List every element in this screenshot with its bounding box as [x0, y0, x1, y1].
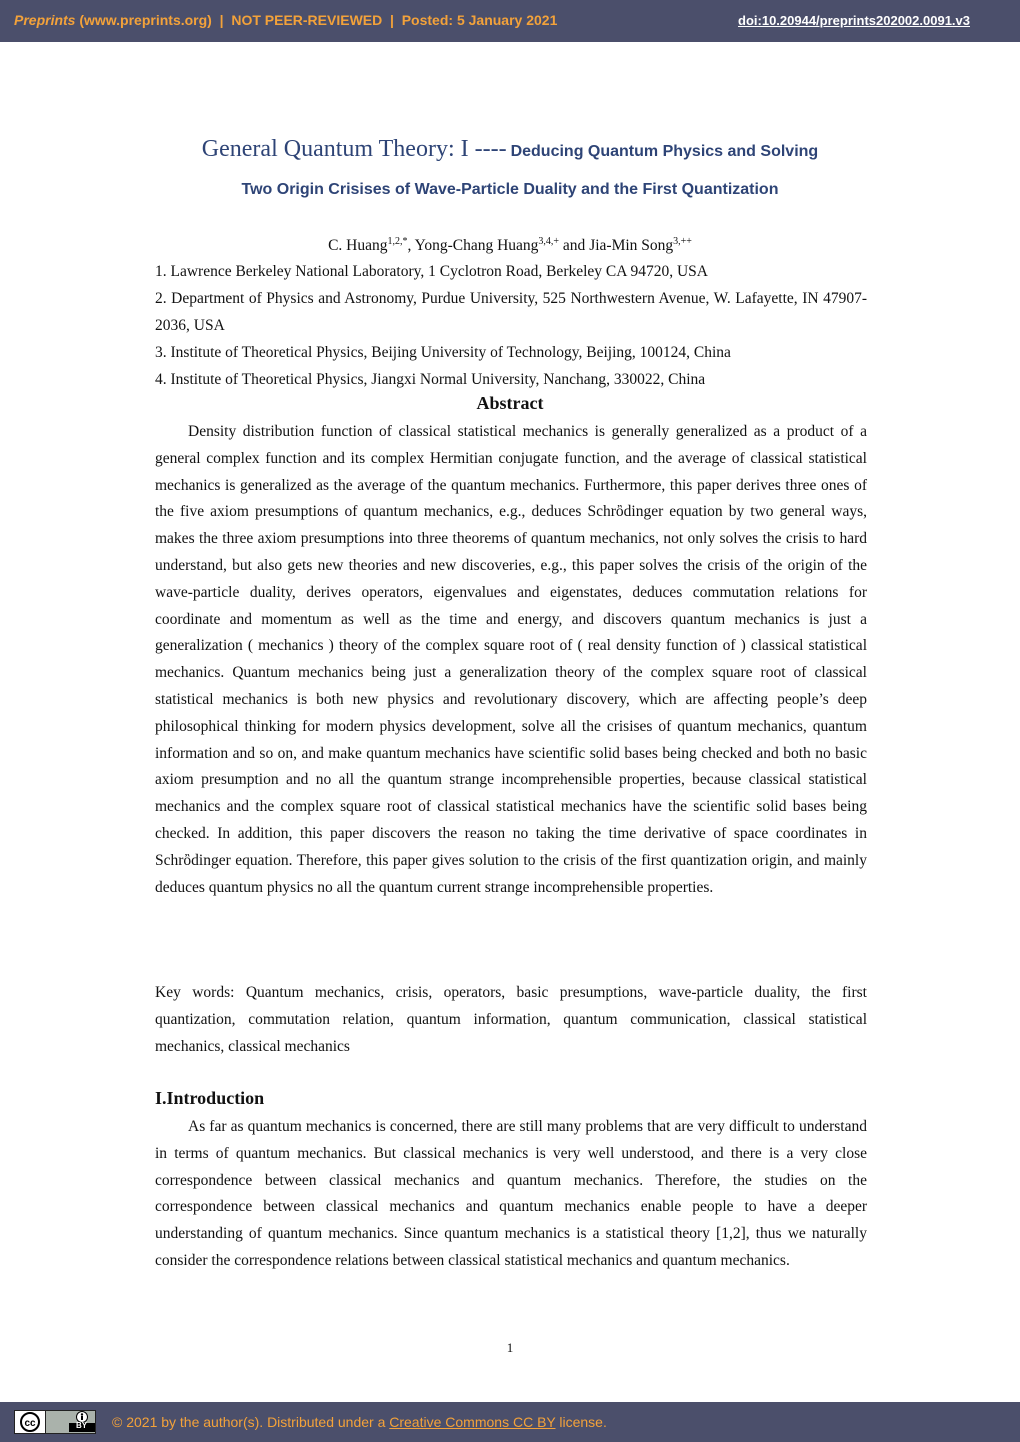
by-label-box	[69, 1423, 95, 1432]
author-affiliation-marker: 1,2,*	[387, 236, 408, 247]
license-text	[112, 1414, 607, 1430]
posted-date: Posted: 5 January 2021	[401, 12, 558, 28]
page-number: 1	[506, 1340, 514, 1355]
paper-title	[0, 136, 1020, 163]
review-status: NOT PEER-REVIEWED	[231, 12, 383, 28]
cc-by-license-link[interactable]: Creative Commons CC BY	[389, 1414, 556, 1430]
author-list	[0, 236, 1020, 255]
svg-text:cc: cc	[24, 1418, 36, 1429]
author-name: Yong-Chang Huang	[414, 237, 539, 255]
abstract-heading: Abstract	[476, 393, 544, 413]
author-name: Jia-Min Song	[589, 237, 674, 255]
author-separator: ,	[407, 237, 415, 255]
introduction-heading: I.Introduction	[155, 1088, 265, 1108]
header-separator: |	[390, 12, 394, 28]
preprints-site-link[interactable]: (www.preprints.org)	[79, 12, 212, 28]
title-line-2: Two Origin Crisises of Wave-Particle Duality and the First Quantization	[241, 181, 779, 198]
by-label: BY	[76, 1421, 88, 1430]
preprint-header-bar	[0, 0, 1020, 42]
keywords: Key words: Quantum mechanics, crisis, operators, basic presumptions, wave-particle duality, the first quantization, commutation relation, quantum information, quantum communication, classical statistical mechanics, classical mechanics	[155, 984, 867, 1055]
preprints-brand: Preprints	[14, 12, 76, 28]
author-name: C. Huang	[328, 237, 388, 255]
author-conjunction: and	[559, 237, 590, 255]
affiliation-3: 3. Institute of Theoretical Physics, Beijing University of Technology, Beijing, 100124, China	[155, 344, 731, 361]
title-subtitle: Deducing Quantum Physics and Solving	[510, 143, 819, 160]
abstract-text: Density distribution function of classical statistical mechanics is generally generalized as a product of a general complex function and its complex Hermitian conjugate function, and the average of classical statistical mechanics is generalized as the average of the quantum mechanics. Furthermore, this paper derives three ones of the five axiom presumptions of quantum mechanics, e.g., deduces Schrὂdinger equation by two general ways, makes the three axiom presumptions into three theorems of quantum mechanics, not only solves the crisis to hard understand, but also gets new theories and new discoveries, e.g., this paper solves the crisis of the origin of the wave-particle duality, derives operators, eigenvalues and eigenstates, deduces commutation relations for coordinate and momentum as well as the time and energy, and discovers quantum mechanics is just a generalization ( mechanics ) theory of the complex square root of ( real density function of ) classical statistical mechanics. Quantum mechanics being just a generalization theory of the complex square root of classical statistical mechanics is both new physics and revolutionary discovery, which are affecting people’s deep philosophical thinking for modern physics development, solve all the crisises of quantum mechanics, quantum information and so on, and make quantum mechanics have scientific solid bases being checked and both no basic axiom presumption and no all the quantum strange incomprehensible properties, because classical statistical mechanics and the complex square root of classical statistical mechanics have the scientific solid bases being checked. In addition, this paper discovers the reason no taking the time derivative of space coordinates in Schrὂdinger equation. Therefore, this paper gives solution to the crisis of the first quantization origin, and mainly deduces quantum physics no all the quantum current strange incomprehensible properties.	[155, 423, 867, 896]
affiliation-2: 2. Department of Physics and Astronomy, Purdue University, 525 Northwestern Avenue, W. Lafayette, IN 47907-2036, USA	[155, 290, 867, 334]
affiliation-4: 4. Institute of Theoretical Physics, Jiangxi Normal University, Nanchang, 330022, China	[155, 371, 706, 388]
license-footer-bar	[0, 1402, 1020, 1442]
introduction-text: As far as quantum mechanics is concerned, there are still many problems that are very difficult to understand in terms of quantum mechanics. But classical mechanics is very well understood, and there is a very close correspondence between classical mechanics and quantum mechanics. Therefore, the studies on the correspondence between classical mechanics and quantum mechanics enable people to have a deeper understanding of quantum mechanics. Since quantum mechanics is a statistical theory [1,2], thus we naturally consider the correspondence relations between classical statistical mechanics and quantum mechanics.	[155, 1118, 867, 1269]
author-affiliation-marker: 3,4,+	[538, 236, 560, 247]
doi-link[interactable]: doi:10.20944/preprints202002.0091.v3	[738, 13, 970, 28]
author-affiliation-marker: 3,++	[673, 236, 692, 247]
preprint-header-info	[14, 12, 557, 28]
cc-by-license-badge[interactable]	[14, 1410, 96, 1434]
title-main: General Quantum Theory: I ----	[201, 136, 507, 162]
license-suffix: license.	[555, 1414, 607, 1430]
header-separator: |	[219, 12, 224, 28]
affiliation-1: 1. Lawrence Berkeley National Laboratory, 1 Cyclotron Road, Berkeley CA 94720, USA	[155, 263, 708, 280]
copyright-notice: © 2021 by the author(s). Distributed under a	[112, 1414, 390, 1430]
creative-commons-icon	[17, 1412, 43, 1432]
